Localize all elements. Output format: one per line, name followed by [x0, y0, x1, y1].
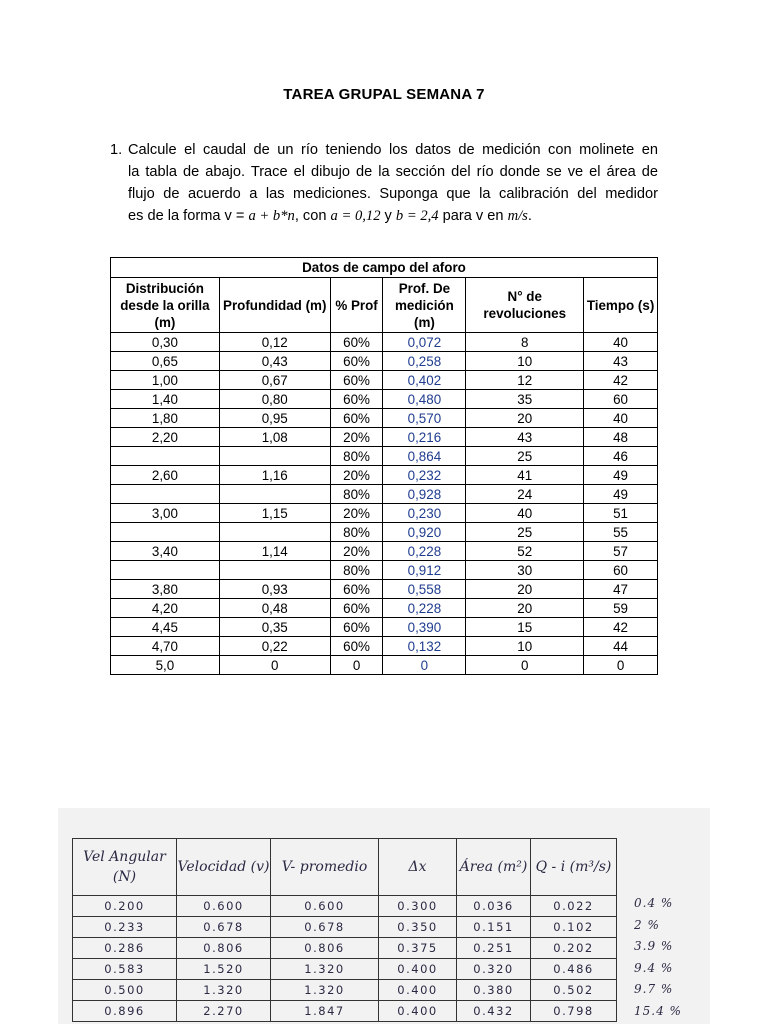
table-cell: 10 [466, 637, 584, 656]
handwritten-cell: 0.432 [457, 1001, 531, 1022]
table-cell: 0,912 [383, 561, 466, 580]
table-cell: 0,390 [383, 618, 466, 637]
table-row [111, 485, 658, 504]
table-row [111, 428, 658, 447]
table-cell [111, 447, 220, 466]
table-row [111, 371, 658, 390]
table-cell: 0,228 [383, 542, 466, 561]
table-cell: 0,864 [383, 447, 466, 466]
table-cell: 0,258 [383, 352, 466, 371]
table-cell: 0,480 [383, 390, 466, 409]
handwritten-cell: 0.380 [457, 980, 531, 1001]
table-cell: 0,48 [219, 599, 330, 618]
table-caption: Datos de campo del aforo [111, 258, 658, 278]
table-cell: 20% [330, 504, 383, 523]
table-cell: 42 [584, 618, 658, 637]
table-cell: 80% [330, 523, 383, 542]
handwritten-cell: 1.320 [271, 959, 379, 980]
table-cell: 0,93 [219, 580, 330, 599]
table-cell: 46 [584, 447, 658, 466]
handwritten-header: Δx [379, 839, 457, 896]
column-header: Tiempo (s) [584, 278, 658, 333]
handwritten-row [73, 917, 617, 938]
table-cell [111, 485, 220, 504]
table-cell: 48 [584, 428, 658, 447]
table-cell: 20 [466, 580, 584, 599]
table-cell: 25 [466, 447, 584, 466]
table-cell: 60% [330, 333, 383, 352]
handwritten-row [73, 1001, 617, 1022]
handwritten-cell: 0.486 [531, 959, 617, 980]
table-cell: 60% [330, 390, 383, 409]
table-cell: 2,60 [111, 466, 220, 485]
table-cell: 60 [584, 390, 658, 409]
table-cell: 80% [330, 447, 383, 466]
handwritten-row [73, 959, 617, 980]
table-cell: 3,80 [111, 580, 220, 599]
table-cell: 60% [330, 580, 383, 599]
table-cell: 20 [466, 599, 584, 618]
table-cell: 0,95 [219, 409, 330, 428]
question-line: Calcule el caudal de un río teniendo los datos de medición con molinete en [128, 142, 658, 158]
velocity-unit: m/s [507, 208, 528, 224]
table-cell [111, 523, 220, 542]
table-cell: 0,80 [219, 390, 330, 409]
handwritten-cell: 0.678 [271, 917, 379, 938]
question-line: la tabla de abajo. Trace el dibujo de la sección del río donde se ve el área de [128, 164, 658, 180]
table-cell: 47 [584, 580, 658, 599]
table-cell: 12 [466, 371, 584, 390]
table-cell: 55 [584, 523, 658, 542]
table-cell: 42 [584, 371, 658, 390]
handwritten-cell: 0.251 [457, 938, 531, 959]
handwritten-header-row [73, 839, 617, 896]
percentage-note: 9.4 % [634, 960, 674, 975]
table-cell: 0,928 [383, 485, 466, 504]
table-cell: 40 [466, 504, 584, 523]
table-cell: 80% [330, 485, 383, 504]
column-header: Profundidad (m) [219, 278, 330, 333]
table-row [111, 523, 658, 542]
handwritten-cell: 0.320 [457, 959, 531, 980]
table-cell: 35 [466, 390, 584, 409]
table-row [111, 352, 658, 371]
handwritten-cell: 0.798 [531, 1001, 617, 1022]
table-cell: 60% [330, 618, 383, 637]
table-row [111, 561, 658, 580]
table-cell: 49 [584, 485, 658, 504]
handwritten-cell: 1.320 [177, 980, 271, 1001]
handwritten-table [72, 838, 617, 1022]
table-cell: 1,00 [111, 371, 220, 390]
column-header: N° de revoluciones [466, 278, 584, 333]
table-cell: 0 [466, 656, 584, 675]
handwritten-cell: 1.320 [271, 980, 379, 1001]
handwritten-cell: 0.896 [73, 1001, 177, 1022]
column-header: Prof. De medición (m) [383, 278, 466, 333]
handwritten-cell: 0.375 [379, 938, 457, 959]
table-cell: 0,43 [219, 352, 330, 371]
table-cell: 49 [584, 466, 658, 485]
field-data-table [110, 257, 658, 675]
handwritten-header: Q - i (m³/s) [531, 839, 617, 896]
table-row [111, 466, 658, 485]
table-cell: 0 [330, 656, 383, 675]
table-cell [219, 561, 330, 580]
handwritten-cell: 0.600 [177, 896, 271, 917]
table-cell: 0,22 [219, 637, 330, 656]
table-cell: 0,65 [111, 352, 220, 371]
table-cell: 0,30 [111, 333, 220, 352]
table-cell: 20% [330, 542, 383, 561]
table-cell: 0 [383, 656, 466, 675]
table-row [111, 409, 658, 428]
handwritten-row [73, 938, 617, 959]
handwritten-cell: 0.202 [531, 938, 617, 959]
table-cell: 60 [584, 561, 658, 580]
handwritten-cell: 2.270 [177, 1001, 271, 1022]
table-cell: 0,35 [219, 618, 330, 637]
handwritten-cell: 0.400 [379, 980, 457, 1001]
table-cell: 59 [584, 599, 658, 618]
table-cell: 1,80 [111, 409, 220, 428]
table-cell [219, 447, 330, 466]
handwritten-cell: 0.036 [457, 896, 531, 917]
handwritten-cell: 0.400 [379, 1001, 457, 1022]
percentage-note: 2 % [634, 917, 660, 932]
handwritten-header: Velocidad (v) [177, 839, 271, 896]
handwritten-cell: 0.678 [177, 917, 271, 938]
table-cell: 51 [584, 504, 658, 523]
percentage-note: 3.9 % [634, 939, 674, 953]
table-cell: 60% [330, 352, 383, 371]
table-row [111, 542, 658, 561]
handwritten-cell: 0.350 [379, 917, 457, 938]
table-cell: 0,12 [219, 333, 330, 352]
table-cell: 20 [466, 409, 584, 428]
formula: a + b*n [248, 208, 295, 224]
table-row [111, 618, 658, 637]
table-cell: 20% [330, 466, 383, 485]
handwritten-cell: 0.102 [531, 917, 617, 938]
handwritten-cell: 0.502 [531, 980, 617, 1001]
handwritten-row [73, 896, 617, 917]
table-row [111, 333, 658, 352]
table-cell: 2,20 [111, 428, 220, 447]
table-cell: 3,00 [111, 504, 220, 523]
handwritten-cell: 1.847 [271, 1001, 379, 1022]
table-cell: 25 [466, 523, 584, 542]
table-row [111, 504, 658, 523]
table-cell [219, 523, 330, 542]
table-cell: 0,67 [219, 371, 330, 390]
table-cell: 0,558 [383, 580, 466, 599]
table-cell: 0,228 [383, 599, 466, 618]
table-cell: 15 [466, 618, 584, 637]
percentage-note: 9.7 % [634, 982, 674, 996]
handwritten-cell: 1.520 [177, 959, 271, 980]
handwritten-scan [58, 808, 710, 1024]
b-value: b = 2,4 [395, 208, 439, 224]
table-cell: 1,14 [219, 542, 330, 561]
table-row [111, 599, 658, 618]
table-cell: 44 [584, 637, 658, 656]
handwritten-header: Vel Angular (N) [73, 839, 177, 896]
table-cell: 60% [330, 409, 383, 428]
handwritten-cell: 0.022 [531, 896, 617, 917]
table-cell: 4,45 [111, 618, 220, 637]
question-number: 1. [110, 142, 123, 158]
percentage-note: 0.4 % [634, 896, 674, 910]
table-row [111, 390, 658, 409]
table-cell: 30 [466, 561, 584, 580]
table-cell: 40 [584, 333, 658, 352]
handwritten-cell: 0.151 [457, 917, 531, 938]
question-line: flujo de acuerdo a las mediciones. Suponga que la calibración del medidor [128, 186, 658, 202]
question-line: es de la forma v = a + b*n, con a = 0,12 y b = 2,4 para v en m/s. [128, 208, 532, 224]
table-cell: 41 [466, 466, 584, 485]
table-cell: 10 [466, 352, 584, 371]
table-cell [219, 485, 330, 504]
column-header: Distribución desde la orilla (m) [111, 278, 220, 333]
table-cell: 0,920 [383, 523, 466, 542]
table-cell: 20% [330, 428, 383, 447]
table-cell: 0,072 [383, 333, 466, 352]
handwritten-cell: 0.500 [73, 980, 177, 1001]
handwritten-cell: 0.400 [379, 959, 457, 980]
table-cell: 4,20 [111, 599, 220, 618]
table-row [111, 447, 658, 466]
table-cell: 43 [466, 428, 584, 447]
table-cell: 43 [584, 352, 658, 371]
table-cell: 4,70 [111, 637, 220, 656]
table-cell: 0 [584, 656, 658, 675]
table-cell: 3,40 [111, 542, 220, 561]
table-cell: 60% [330, 599, 383, 618]
page-title: TAREA GRUPAL SEMANA 7 [283, 86, 485, 103]
handwritten-header: Área (m²) [457, 839, 531, 896]
table-cell: 60% [330, 371, 383, 390]
question-1 [110, 139, 658, 227]
question-text [128, 139, 658, 227]
handwritten-cell: 0.200 [73, 896, 177, 917]
table-cell: 0,570 [383, 409, 466, 428]
handwritten-cell: 0.583 [73, 959, 177, 980]
table-cell: 1,16 [219, 466, 330, 485]
handwritten-header: V- promedio [271, 839, 379, 896]
table-cell: 8 [466, 333, 584, 352]
table-cell: 1,08 [219, 428, 330, 447]
table-cell: 60% [330, 637, 383, 656]
table-cell: 0,216 [383, 428, 466, 447]
table-cell: 1,40 [111, 390, 220, 409]
percentage-note: 15.4 % [634, 1003, 682, 1018]
table-cell: 80% [330, 561, 383, 580]
handwritten-cell: 0.806 [271, 938, 379, 959]
table-cell: 52 [466, 542, 584, 561]
table-cell: 1,15 [219, 504, 330, 523]
table-cell: 0,230 [383, 504, 466, 523]
handwritten-cell: 0.806 [177, 938, 271, 959]
handwritten-row [73, 980, 617, 1001]
handwritten-cell: 0.600 [271, 896, 379, 917]
table-row [111, 580, 658, 599]
handwritten-cell: 0.233 [73, 917, 177, 938]
table-cell: 24 [466, 485, 584, 504]
column-header: % Prof [330, 278, 383, 333]
table-cell: 57 [584, 542, 658, 561]
table-cell [111, 561, 220, 580]
table-cell: 5,0 [111, 656, 220, 675]
table-cell: 40 [584, 409, 658, 428]
a-value: a = 0,12 [330, 208, 381, 224]
table-cell: 0,232 [383, 466, 466, 485]
table-row [111, 637, 658, 656]
table-cell: 0,402 [383, 371, 466, 390]
handwritten-cell: 0.300 [379, 896, 457, 917]
handwritten-cell: 0.286 [73, 938, 177, 959]
table-cell: 0 [219, 656, 330, 675]
table-cell: 0,132 [383, 637, 466, 656]
table-row [111, 656, 658, 675]
